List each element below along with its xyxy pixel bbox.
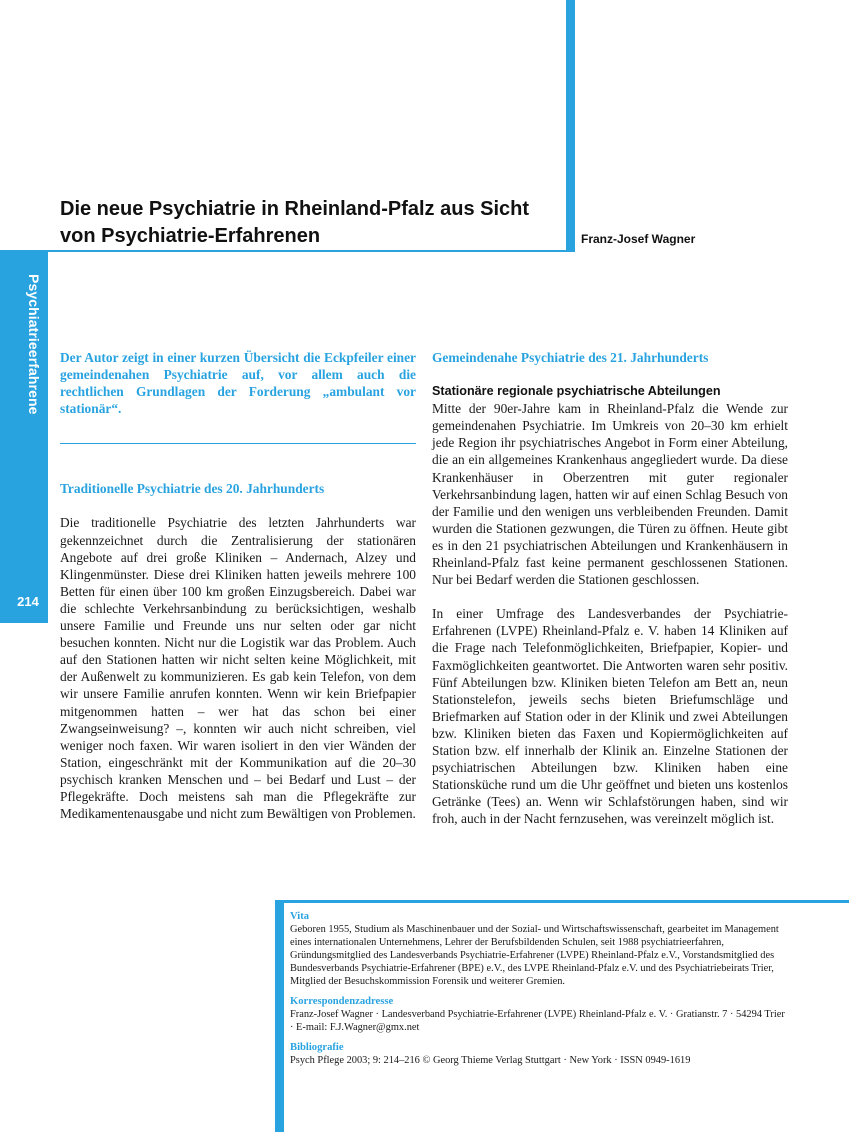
subheading-stationary: Stationäre regionale psychiatrische Abteilungen — [432, 384, 721, 399]
abstract: Der Autor zeigt in einer kurzen Übersicht die Eckpfeiler einer gemeindenahen Psychiatrie auf, vor allem auch die rechtlichen Grundlagen der Forderung „ambulant vor stationär“. — [60, 350, 416, 417]
bibliography-heading: Bibliografie — [290, 1042, 344, 1053]
right-column — [432, 349, 788, 827]
vita-text: Geboren 1955, Studium als Maschinenbauer und der Sozial- und Wirtschaftswissenschaft, gearbeitet im Management eines internationalen Unternehmens, Lehrer der Berufsbildenden Schulen, seit 1988 psychiatrieerfahren, Gründungsmitglied des Landesverbands Psychiatrie-Erfahrener (LVPE) Rheinland-Pfalz e.V., Vorstandsmitglied des Bundesverbands Psychiatrie-Erfahrener (BPE) e.V., des LVPE Rheinland-Pfalz e.V. und des Psychiatriebeirats Trier, Mitglied der Besuchskommission Forensik und weiterer Gremien. — [290, 924, 779, 987]
address-heading: Korrespondenzadresse — [290, 996, 394, 1007]
page-number: 214 — [17, 594, 39, 609]
vita-heading: Vita — [290, 911, 310, 922]
section-heading-traditional: Traditionelle Psychiatrie des 20. Jahrhunderts — [60, 481, 325, 497]
vita-box — [275, 900, 849, 1132]
section-side-label: Psychiatrieerfahrene — [26, 274, 42, 415]
bibliography-text: Psych Pflege 2003; 9: 214–216 © Georg Thieme Verlag Stuttgart · New York · ISSN 0949-1619 — [290, 1055, 691, 1066]
body-paragraph: Mitte der 90er-Jahre kam in Rheinland-Pfalz die Wende zur gemeindenahen Psychiatrie. Im Umkreis von 20–30 km erhielt jede Region ihr psychiatrisches Angebot in Form einer Abteilung, die an ein allgemeines Krankenhaus angegliedert wurde. Da diese Krankenhäuser in Oberzentren mit guter regionaler Verkehrsanbindung lagen, hatten wir auf einen Schlag Besuch von der Familie und den wenigen uns verbleibenden Freunden. Damit wurden die Stationen gezwungen, die Türen zu öffnen. Heute gibt es in den 21 psychiatrischen Abteilungen und Krankenhäusern in Rheinland-Pfalz fast keine permanent geschlossenen Stationen. Nur bei Bedarf werden die Stationen geschlossen. — [432, 401, 788, 588]
vita-top-rule — [275, 900, 849, 903]
article-author: Franz-Josef Wagner — [581, 232, 696, 246]
header-accent-bar — [566, 0, 575, 252]
vita-side-bar — [275, 900, 284, 1132]
article-title: Die neue Psychiatrie in Rheinland-Pfalz aus Sicht von Psychiatrie-Erfahrenen — [60, 198, 530, 247]
address-text: Franz-Josef Wagner · Landesverband Psychiatrie-Erfahrener (LVPE) Rheinland-Pfalz e. V. · Gratianstr. 7 · 54294 Trier · E-mail: F.J.Wagner@gmx.net — [290, 1009, 785, 1033]
body-paragraph: In einer Umfrage des Landesverbandes der Psychiatrie-Erfahrenen (LVPE) Rheinland-Pfalz e. V. haben 14 Kliniken auf die Frage nach Telefonmöglichkeiten, Briefpapier, Kopier- und Faxmöglichkeiten geantwortet. Die Antworten waren sehr positiv. Fünf Abteilungen bzw. Kliniken bieten Telefon am Bett an, neun Stationstelefon, jeweils sechs bieten Briefumschläge und Briefmarken auf Station oder in der Klinik und zwei Abteilungen bzw. Kliniken bieten das Faxen und Kopiermöglichkeiten auf Station bzw. elf innerhalb der Klinik an. Einzelne Stationen der psychiatrischen Abteilungen bzw. Kliniken haben eine Stationsküche rund um die Uhr geöffnet und bieten uns kostenlos Getränke (Tees) an. Wenn wir Schlafstörungen haben, sind wir froh, auch in der Nacht fernzusehen, was vereinzelt möglich ist. — [432, 606, 788, 827]
body-paragraph: Die traditionelle Psychiatrie des letzten Jahrhunderts war gekennzeichnet durch die Zentralisierung der stationären Angebote auf drei große Kliniken – Andernach, Alzey und Klingenmünster. Diese drei Kliniken hatten jeweils mehrere 100 Betten für einen über 100 km großen Einzugsbereich. Dabei war die schlechte Verkehrsanbindung zu berücksichtigen, weshalb unsere Familie und Freunde uns nur selten oder gar nicht besuchen konnten. Nicht nur die Logistik war das Problem. Auch auf den Stationen hatten wir nicht selten keine Möglichkeit, mit der Außenwelt zu kommunizieren. Es gab kein Telefon, von dem wir unsere Familie anrufen konnten. Wenn wir kein Briefpapier mitgenommen hatten – wer hat das schon bei einer Zwangseinweisung? –, konnten wir auch nicht schreiben, viel weniger noch faxen. Wir waren isoliert in den vier Wänden der Station, eingeschränkt mit der Kommunikation auf die 20–30 psychisch kranken Menschen und – bei Bedarf und Lust – der Pflegekräfte. Doch meistens sah man die Pflegekräfte zur Medikamentenausgabe und nicht zum Bewältigen von Problemen. — [60, 515, 416, 822]
title-underline-rule — [0, 250, 575, 252]
vita-content — [290, 910, 788, 1074]
left-column — [60, 349, 416, 822]
section-heading-community: Gemeindenahe Psychiatrie des 21. Jahrhunderts — [432, 350, 709, 365]
abstract-divider — [60, 443, 416, 444]
